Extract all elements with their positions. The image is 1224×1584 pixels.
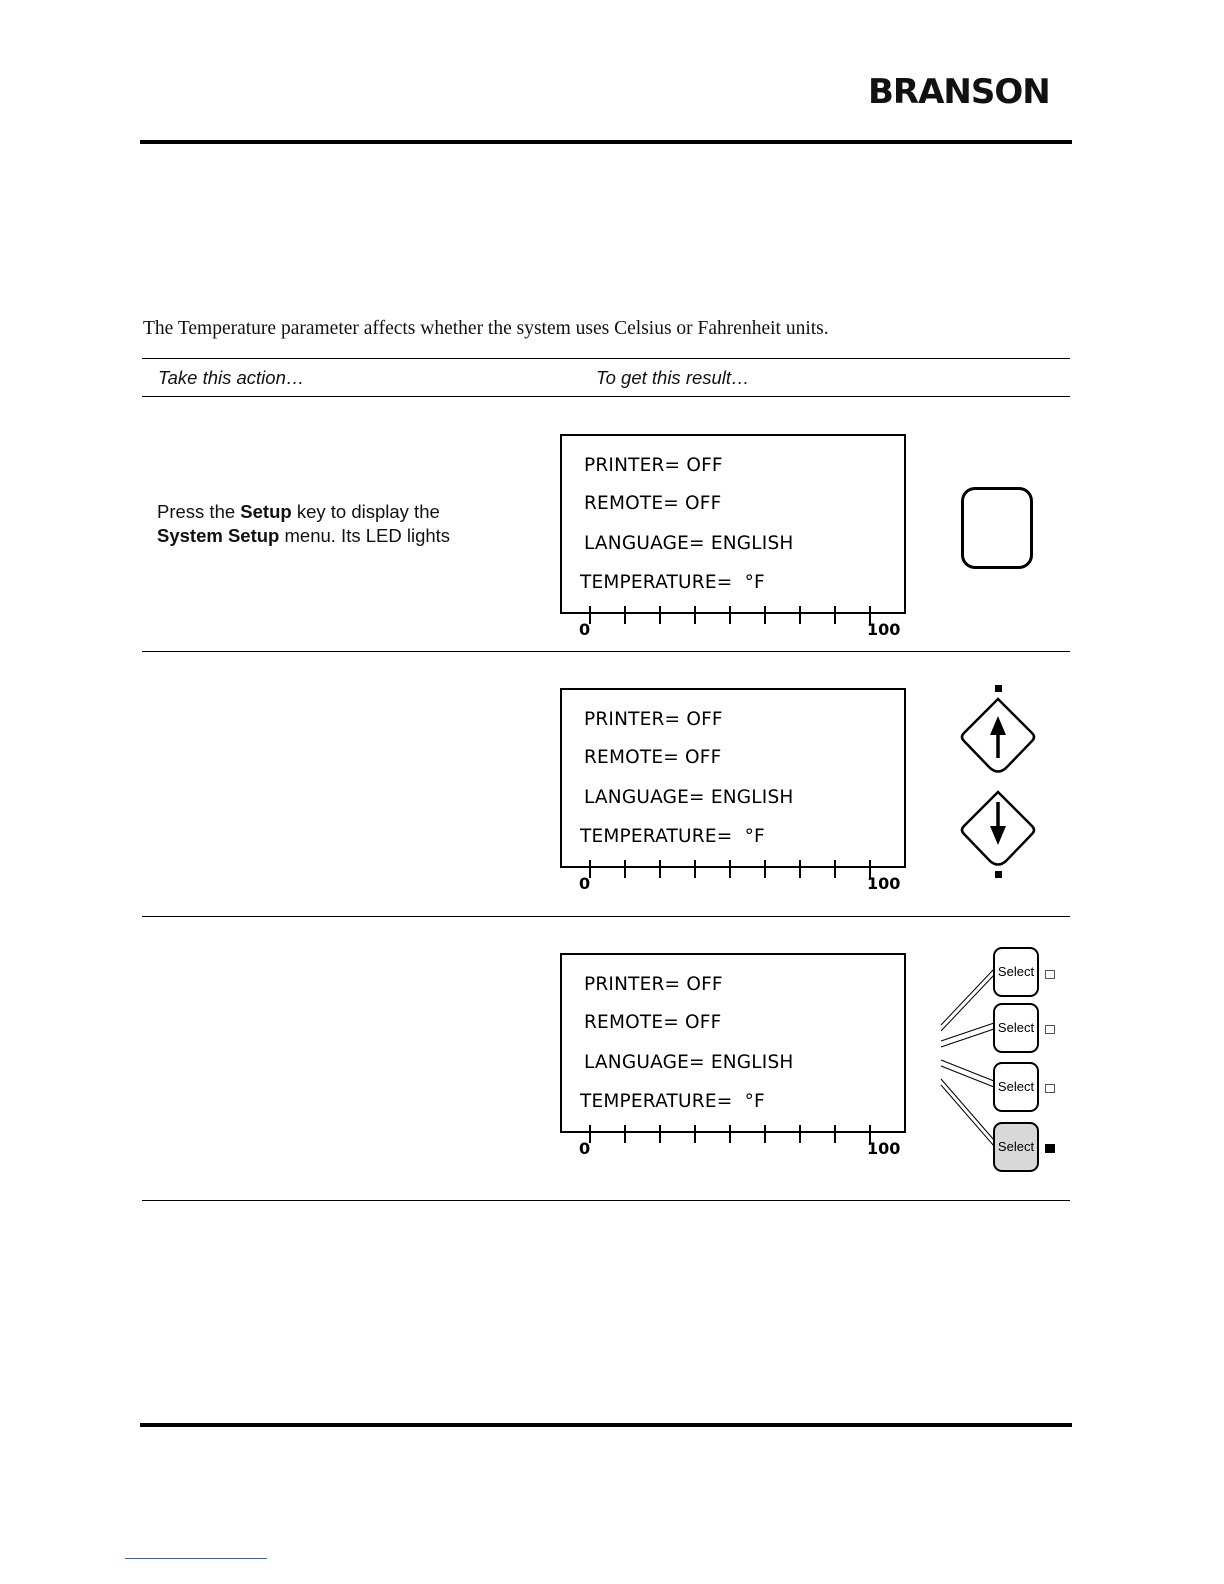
- header-rule: [140, 140, 1072, 144]
- lcd-scale-max: 100: [867, 874, 901, 893]
- lcd-scale-ticks: [560, 434, 906, 644]
- table-top-rule: [142, 358, 1070, 359]
- select-led-1: [1045, 970, 1055, 979]
- select-led-4: [1045, 1144, 1055, 1153]
- lcd-display-1: [560, 434, 906, 654]
- lcd-remote-line: REMOTE= OFF: [584, 747, 722, 768]
- lcd-printer-line: PRINTER= OFF: [584, 974, 723, 995]
- lcd-temperature-line: TEMPERATURE= °F: [580, 1091, 765, 1112]
- lcd-language-line: LANGUAGE= ENGLISH: [584, 787, 794, 808]
- row-2-divider: [142, 916, 1070, 917]
- select-button-2[interactable]: Select: [993, 1003, 1039, 1053]
- table-header-rule: [142, 396, 1070, 397]
- lcd-scale-min: 0: [579, 620, 591, 639]
- select-led-3: [1045, 1084, 1055, 1093]
- lcd-scale-ticks: [560, 688, 906, 898]
- select-button-1[interactable]: Select: [993, 947, 1039, 997]
- down-arrow-key-icon[interactable]: [962, 792, 1034, 865]
- up-arrow-key-icon[interactable]: [962, 699, 1034, 772]
- lcd-temperature-line: TEMPERATURE= °F: [580, 572, 765, 593]
- footer-rule: [140, 1423, 1072, 1427]
- lcd-display-2: [560, 688, 906, 908]
- lcd-language-line: LANGUAGE= ENGLISH: [584, 533, 794, 554]
- lcd-language-line: LANGUAGE= ENGLISH: [584, 1052, 794, 1073]
- lcd-scale-min: 0: [579, 1139, 591, 1158]
- lcd-temperature-unit: °F: [744, 1091, 765, 1112]
- lcd-display-3: [560, 953, 906, 1173]
- select-led-2: [1045, 1025, 1055, 1034]
- setup-key-icon[interactable]: [961, 487, 1033, 569]
- lcd-remote-line: REMOTE= OFF: [584, 493, 722, 514]
- lcd-printer-line: PRINTER= OFF: [584, 709, 723, 730]
- lcd-temperature-unit: °F: [744, 826, 765, 847]
- lcd-temperature-line: TEMPERATURE= °F: [580, 826, 765, 847]
- select-button-3[interactable]: Select: [993, 1062, 1039, 1112]
- footer-link-underline: [125, 1558, 267, 1559]
- row-1-divider: [142, 651, 1070, 652]
- arrow-keys: [960, 680, 1040, 882]
- step-1-instruction: Press the Setup key to display the System Setup menu. Its LED lights: [157, 501, 451, 546]
- brand-logo: BRANSON: [868, 72, 1050, 112]
- lcd-printer-line: PRINTER= OFF: [584, 455, 723, 476]
- lcd-scale-min: 0: [579, 874, 591, 893]
- lcd-temperature-unit: °F: [744, 572, 765, 593]
- col-head-action: Take this action…: [158, 367, 305, 388]
- col-head-result: To get this result…: [596, 367, 750, 388]
- row-3-divider: [142, 1200, 1070, 1201]
- select-button-4[interactable]: Select: [993, 1122, 1039, 1172]
- lcd-scale-ticks: [560, 953, 906, 1163]
- lcd-scale-max: 100: [867, 620, 901, 639]
- lcd-scale-max: 100: [867, 1139, 901, 1158]
- intro-text: The Temperature parameter affects whether the system uses Celsius or Fahrenheit units.: [143, 318, 829, 339]
- lcd-remote-line: REMOTE= OFF: [584, 1012, 722, 1033]
